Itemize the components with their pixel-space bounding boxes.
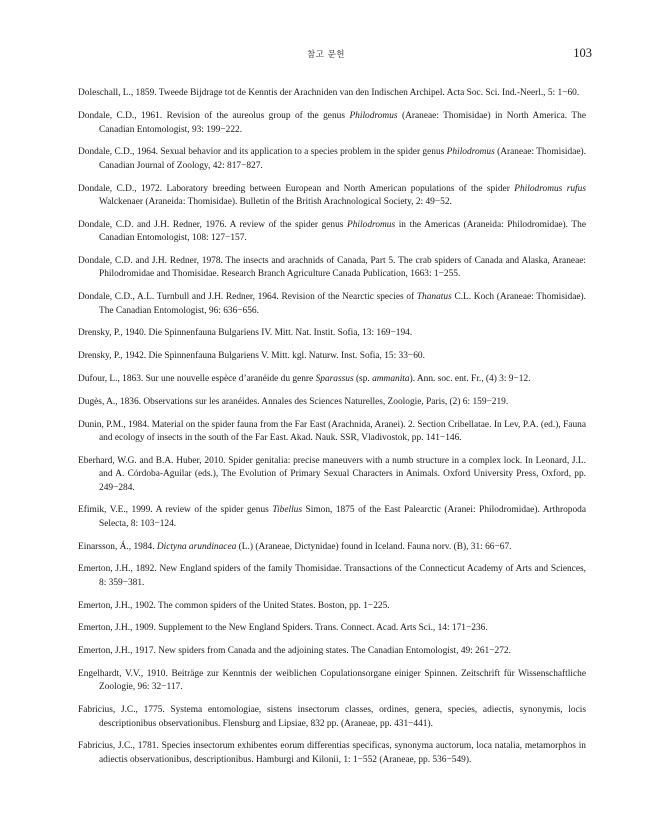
reference-entry: Dufour, L., 1863. Sur une nouvelle espèce d’aranéide du genre Sparassus (sp. ammanita). Ann. soc. ent. Fr., (4) 3: 9−12. <box>78 374 531 384</box>
reference-entry: Dondale, C.D. and J.H. Redner, 1976. A review of the spider genus Philodromus in the Americas (Araneida: Philodromidae). The Canadian Entomologist, 108: 127−157. <box>78 219 586 244</box>
reference-entry: Fabricius, J.C., 1781. Species insectorum exhibentes eorum differentias specificas, synonyma auctorum, loca natalia, metamorphos in adiectis observationibus, descriptionibus. Hamburgi and Kilonii, 1: 1−552 (Araneae, pp. 536−549). <box>78 741 586 765</box>
reference-entry: Dondale, C.D., A.L. Turnbull and J.H. Redner, 1964. Revision of the Nearctic species of Thanatus C.L. Koch (Araneae: Thomisidae). The Canadian Entomologist, 96: 636−656. <box>78 292 587 316</box>
reference-entry: Emerton, J.H., 1917. New spiders from Canada and the adjoining states. The Canadian Entomologist, 49: 261−272. <box>78 646 511 657</box>
page-number: 103 <box>573 46 592 60</box>
reference-entry: Dondale, C.D., 1961. Revision of the aureolus group of the genus Philodromus (Araneae: Thomisidae) in North America. The Canadian Entomologist, 93: 199−222. <box>78 111 586 135</box>
reference-entry: Einarsson, Á., 1984. Dictyna arundinacea (L.) (Araneae, Dictynidae) found in Iceland. Fauna norv. (B), 31: 66−67. <box>78 541 512 552</box>
reference-entry: Eberhard, W.G. and B.A. Huber, 2010. Spider genitalia: precise maneuvers with a numb structure in a complex lock. In Leonard, J.L. and A. Córdoba-Aguilar (eds.), The Evolution of Primary Sexual Characters in Animals. Oxford University Press, Oxford, pp. 249−284. <box>78 455 586 493</box>
reference-list <box>78 78 586 775</box>
reference-entry: Doleschall, L., 1859. Tweede Bijdrage tot de Kenntis der Arachniden van den Indischen Archipel. Acta Soc. Sci. Ind.-Neerl., 5: 1−60. <box>78 88 580 99</box>
running-head-title: 참고 문헌 <box>306 50 346 60</box>
reference-entry: Emerton, J.H., 1902. The common spiders of the United States. Boston, pp. 1−225. <box>78 600 390 611</box>
reference-entry: Dondale, C.D., 1964. Sexual behavior and its application to a species problem in the spider genus Philodromus (Araneae: Thomisidae). Canadian Journal of Zoology, 42: 817−827. <box>78 147 586 171</box>
reference-entry: Dondale, C.D. and J.H. Redner, 1978. The insects and arachnids of Canada, Part 5. The crab spiders of Canada and Alaska, Araneae: Philodromidae and Thomisidae. Research Branch Agriculture Canada Publication, 1663: 1−255. <box>78 256 586 280</box>
reference-entry: Dondale, C.D., 1972. Laboratory breeding between European and North American populations of the spider Philodromus rufus Walckenaer (Araneida: Thomisidae). Bulletin of the British Arachnological Society, 2: 49−52. <box>78 183 587 207</box>
reference-entry: Engelhardt, V.V., 1910. Beiträge zur Kenntnis der weiblichen Copulationsorgane einiger Spinnen. Zeitschrift für Wissenschaftliche Zoologie, 96: 32−117. <box>78 669 586 693</box>
reference-entry: Dunin, P.M., 1984. Material on the spider fauna from the Far East (Arachnida, Aranei). 2. Section Cribellatae. In Lev, P.A. (ed.), Fauna and ecology of insects in the south of the Far East. Akad. Nauk. SSR, Vladivostok, pp. 141−146. <box>78 419 586 443</box>
reference-entry: Drensky, P., 1940. Die Spinnenfauna Bulgariens IV. Mitt. Nat. Instit. Sofia, 13: 169−194. <box>78 328 413 339</box>
reference-entry: Dugès, A., 1836. Observations sur les aranéides. Annales des Sciences Naturelles, Zoologie, Paris, (2) 6: 159−219. <box>78 396 509 407</box>
reference-entry: Fabricius, J.C., 1775. Systema entomologiae, sistens insectorum classes, ordines, genera, species, adiectis, synonymis, locis descriptionibus observationibus. Flensburg and Lipsiae, 832 pp. (Araneae, pp. 431−441). <box>78 705 586 729</box>
reference-entry: Emerton, J.H., 1892. New England spiders of the family Thomisidae. Transactions of the Connecticut Academy of Arts and Sciences, 8: 359−381. <box>78 564 586 588</box>
reference-entry: Emerton, J.H., 1909. Supplement to the New England Spiders. Trans. Connect. Acad. Arts Sci., 14: 171−236. <box>78 623 488 634</box>
reference-entry: Efimik, V.E., 1999. A review of the spider genus Tibellus Simon, 1875 of the East Palearctic (Aranei: Philodromidae). Arthropoda Selecta, 8: 103−124. <box>78 505 586 529</box>
reference-entry: Drensky, P., 1942. Die Spinnenfauna Bulgariens V. Mitt. kgl. Naturw. Inst. Sofia, 15: 33−60. <box>78 351 425 362</box>
running-head <box>0 46 652 62</box>
